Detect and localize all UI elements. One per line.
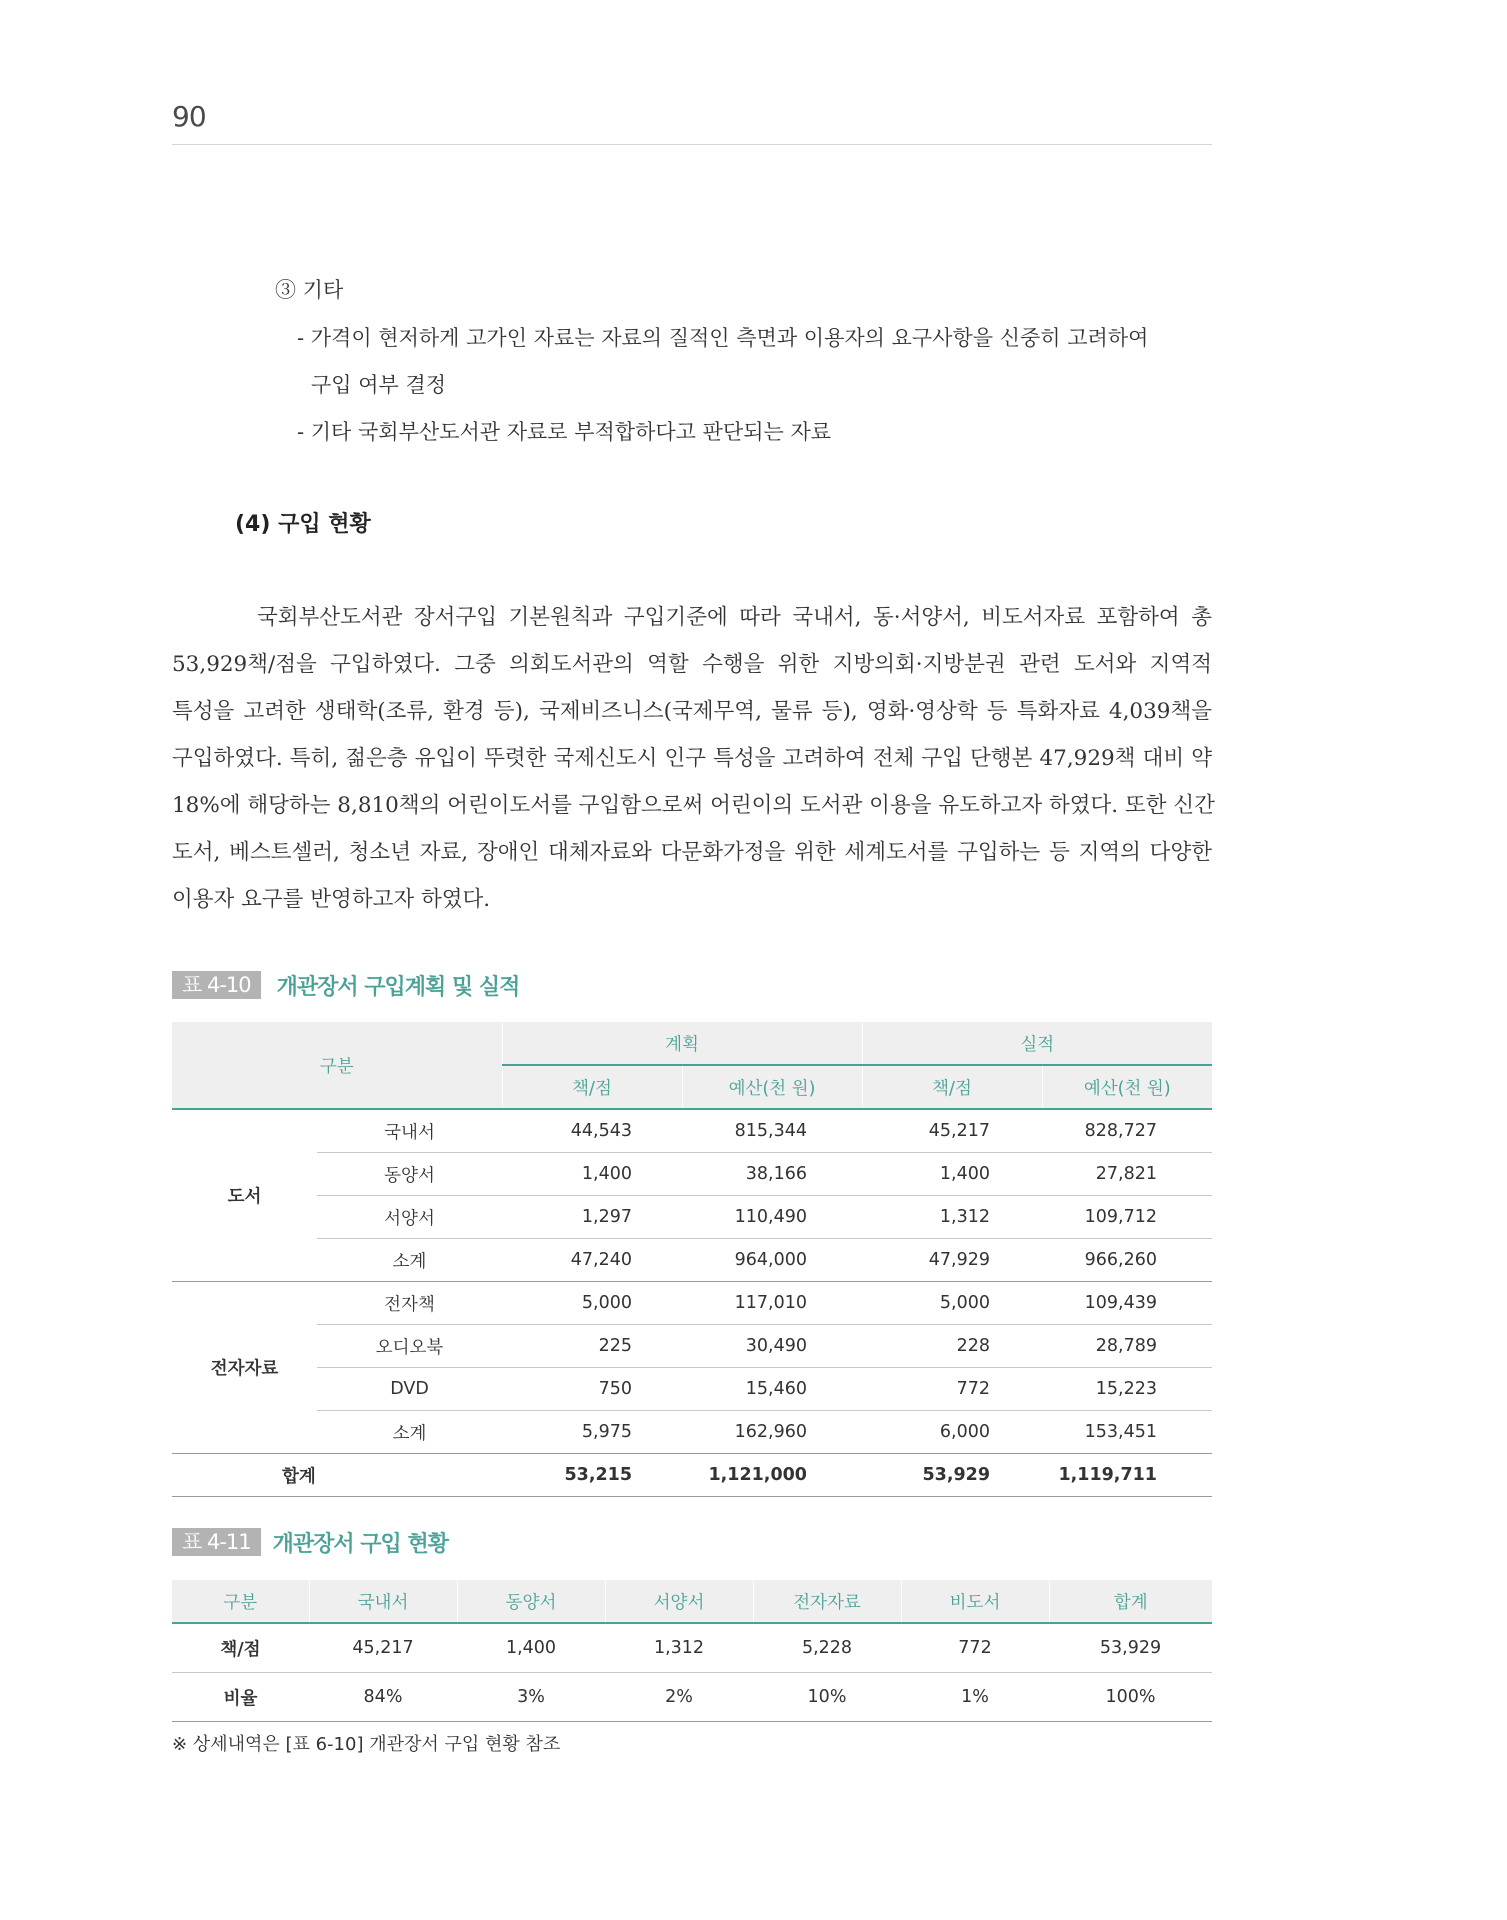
row-label: 서양서 (317, 1196, 502, 1239)
header-domestic: 국내서 (309, 1580, 457, 1623)
header-divider (172, 144, 1212, 145)
bullet-line: - 기타 국회부산도서관 자료로 부적합하다고 판단되는 자료 (297, 420, 832, 444)
plan-budget: 162,960 (682, 1411, 862, 1454)
table-row (172, 1153, 1212, 1196)
plan-budget: 30,490 (682, 1325, 862, 1368)
table-row (172, 1239, 1212, 1282)
cell-western: 2% (605, 1673, 753, 1722)
plan-books: 44,543 (502, 1109, 682, 1153)
actual-budget: 15,223 (1042, 1368, 1212, 1411)
plan-books: 750 (502, 1368, 682, 1411)
header-electronic: 전자자료 (753, 1580, 901, 1623)
actual-budget: 109,439 (1042, 1282, 1212, 1325)
table1-title: 개관장서 구입계획 및 실적 (276, 974, 520, 1000)
table2-caption (172, 1527, 448, 1557)
plan-books: 1,400 (502, 1153, 682, 1196)
plan-budget: 815,344 (682, 1109, 862, 1153)
cell-western: 1,312 (605, 1623, 753, 1673)
actual-budget: 28,789 (1042, 1325, 1212, 1368)
plan-budget: 964,000 (682, 1239, 862, 1282)
cell-nonbook: 772 (901, 1623, 1049, 1673)
table-row (172, 1411, 1212, 1454)
table-row (172, 1673, 1212, 1722)
cell-electronic: 10% (753, 1673, 901, 1722)
table-row (172, 1623, 1212, 1673)
actual-books: 5,000 (862, 1282, 1042, 1325)
paragraph-line: 18%에 해당하는 8,810책의 어린이도서를 구입함으로써 어린이의 도서관 이용을 유도하고자 하였다. 또한 신간 (172, 793, 1215, 818)
actual-books: 45,217 (862, 1109, 1042, 1153)
actual-books: 228 (862, 1325, 1042, 1368)
table1-caption (172, 970, 519, 1000)
total-plan-budget: 1,121,000 (682, 1454, 862, 1497)
cell-total: 100% (1049, 1673, 1212, 1722)
paragraph-line: 구입하였다. 특히, 젊은층 유입이 뚜렷한 국제신도시 인구 특성을 고려하여 전체 구입 단행본 47,929책 대비 약 (172, 746, 1212, 771)
footnote: ※ 상세내역은 [표 6-10] 개관장서 구입 현황 참조 (172, 1734, 561, 1755)
table1-number: 표 4-10 (172, 971, 261, 999)
row-label: 동양서 (317, 1153, 502, 1196)
group-electronic: 전자자료 (172, 1282, 317, 1454)
plan-books: 5,000 (502, 1282, 682, 1325)
table-row (172, 1282, 1212, 1325)
header-western: 서양서 (605, 1580, 753, 1623)
bullet-line: 구입 여부 결정 (311, 373, 447, 397)
total-plan-books: 53,215 (502, 1454, 682, 1497)
table-row (172, 1325, 1212, 1368)
plan-budget: 110,490 (682, 1196, 862, 1239)
bullet-line: - 가격이 현저하게 고가인 자료는 자료의 질적인 측면과 이용자의 요구사항을 신중히 고려하여 (297, 326, 1149, 350)
plan-budget: 38,166 (682, 1153, 862, 1196)
header-plan: 계획 (502, 1022, 862, 1065)
plan-books: 47,240 (502, 1239, 682, 1282)
paragraph-line: 도서, 베스트셀러, 청소년 자료, 장애인 대체자료와 다문화가정을 위한 세계도서를 구입하는 등 지역의 다양한 (172, 840, 1212, 865)
plan-books: 1,297 (502, 1196, 682, 1239)
group-books: 도서 (172, 1109, 317, 1282)
header-total: 합계 (1049, 1580, 1212, 1623)
header-nonbook: 비도서 (901, 1580, 1049, 1623)
row-label: 국내서 (317, 1109, 502, 1153)
header-plan-budget: 예산(천 원) (682, 1065, 862, 1109)
table2-title: 개관장서 구입 현황 (272, 1531, 448, 1557)
paragraph-line: 국회부산도서관 장서구입 기본원칙과 구입기준에 따라 국내서, 동·서양서, 비도서자료 포함하여 총 (257, 605, 1212, 630)
header-actual-books: 책/점 (862, 1065, 1042, 1109)
cell-domestic: 45,217 (309, 1623, 457, 1673)
row-label: 소계 (317, 1239, 502, 1282)
total-label: 합계 (172, 1454, 502, 1497)
table-row (172, 1196, 1212, 1239)
actual-books: 6,000 (862, 1411, 1042, 1454)
subsection-title: (4) 구입 현황 (235, 512, 371, 537)
actual-budget: 27,821 (1042, 1153, 1212, 1196)
actual-budget: 966,260 (1042, 1239, 1212, 1282)
page-number: 90 (172, 100, 206, 133)
plan-budget: 117,010 (682, 1282, 862, 1325)
row-label: 비율 (172, 1673, 309, 1722)
paragraph-line: 특성을 고려한 생태학(조류, 환경 등), 국제비즈니스(국제무역, 물류 등), 영화·영상학 등 특화자료 4,039책을 (172, 699, 1212, 724)
row-label: 오디오북 (317, 1325, 502, 1368)
cell-domestic: 84% (309, 1673, 457, 1722)
actual-budget: 109,712 (1042, 1196, 1212, 1239)
header-category: 구분 (172, 1022, 502, 1109)
total-actual-books: 53,929 (862, 1454, 1042, 1497)
cell-electronic: 5,228 (753, 1623, 901, 1673)
header-actual: 실적 (862, 1022, 1212, 1065)
cell-eastern: 1,400 (457, 1623, 605, 1673)
row-label: 책/점 (172, 1623, 309, 1673)
actual-books: 1,400 (862, 1153, 1042, 1196)
row-label: DVD (317, 1368, 502, 1411)
purchase-status-table (172, 1580, 1212, 1722)
actual-budget: 153,451 (1042, 1411, 1212, 1454)
actual-budget: 828,727 (1042, 1109, 1212, 1153)
table-row (172, 1368, 1212, 1411)
header-plan-books: 책/점 (502, 1065, 682, 1109)
table-row (172, 1109, 1212, 1153)
cell-total: 53,929 (1049, 1623, 1212, 1673)
cell-eastern: 3% (457, 1673, 605, 1722)
paragraph-line: 53,929책/점을 구입하였다. 그중 의회도서관의 역할 수행을 위한 지방의회·지방분권 관련 도서와 지역적 (172, 652, 1212, 677)
section-heading: ③ 기타 (275, 278, 344, 302)
cell-nonbook: 1% (901, 1673, 1049, 1722)
actual-books: 1,312 (862, 1196, 1042, 1239)
actual-books: 772 (862, 1368, 1042, 1411)
table2-number: 표 4-11 (172, 1528, 261, 1556)
header-category: 구분 (172, 1580, 309, 1623)
plan-books: 225 (502, 1325, 682, 1368)
purchase-plan-table (172, 1022, 1212, 1497)
plan-books: 5,975 (502, 1411, 682, 1454)
header-eastern: 동양서 (457, 1580, 605, 1623)
row-label: 전자책 (317, 1282, 502, 1325)
row-label: 소계 (317, 1411, 502, 1454)
total-actual-budget: 1,119,711 (1042, 1454, 1212, 1497)
total-row (172, 1454, 1212, 1497)
header-actual-budget: 예산(천 원) (1042, 1065, 1212, 1109)
actual-books: 47,929 (862, 1239, 1042, 1282)
paragraph-line: 이용자 요구를 반영하고자 하였다. (172, 887, 491, 912)
plan-budget: 15,460 (682, 1368, 862, 1411)
